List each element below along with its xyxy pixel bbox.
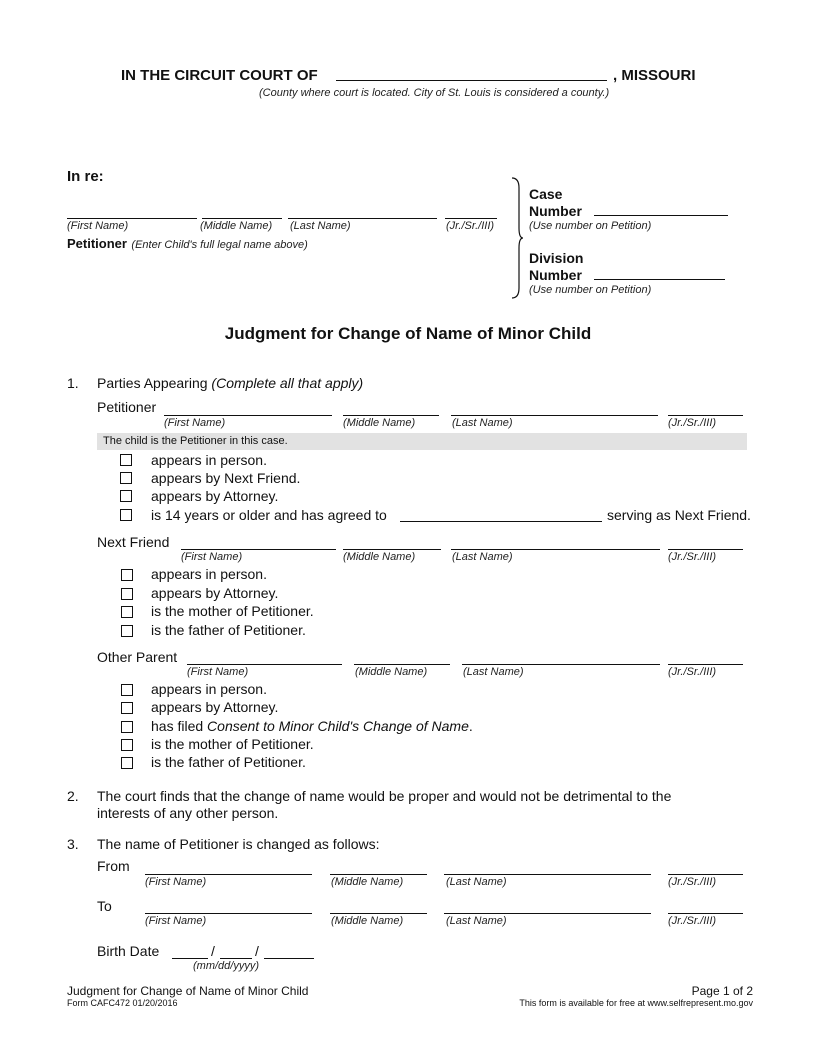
next-friend-in-person-checkbox[interactable]	[121, 569, 133, 581]
other-parent-first-name-input[interactable]	[187, 650, 342, 665]
petitioner-in-person-checkbox[interactable]	[120, 454, 132, 466]
next-friend-first-hint: (First Name)	[181, 551, 243, 563]
petitioner-agreed-label: is 14 years or older and has agreed to	[151, 507, 387, 523]
to-suffix-hint: (Jr./Sr./III)	[668, 915, 717, 927]
next-friend-attorney-checkbox[interactable]	[121, 588, 133, 600]
from-last-hint: (Last Name)	[446, 876, 507, 888]
petitioner-last-hint: (Last Name)	[452, 417, 513, 429]
caption-middle-name-hint: (Middle Name)	[200, 220, 273, 232]
next-friend-father-checkbox[interactable]	[121, 625, 133, 637]
case-number-note: (Use number on Petition)	[529, 220, 652, 232]
other-parent-consent-pre: has filed	[151, 718, 204, 734]
division-number-note: (Use number on Petition)	[529, 284, 652, 296]
birth-format-hint: (mm/dd/yyyy)	[193, 960, 259, 972]
from-middle-name-input[interactable]	[330, 860, 427, 875]
to-last-name-input[interactable]	[444, 899, 651, 914]
next-friend-label: Next Friend	[97, 534, 170, 550]
petitioner-in-person-label: appears in person.	[151, 452, 267, 468]
section2-line2: interests of any other person.	[97, 805, 279, 821]
petitioner-note: The child is the Petitioner in this case.	[103, 435, 288, 447]
section2-number: 2.	[67, 788, 79, 804]
next-friend-suffix-input[interactable]	[668, 535, 743, 550]
case-label-2: Number	[529, 203, 582, 219]
from-middle-hint: (Middle Name)	[331, 876, 404, 888]
other-parent-consent-checkbox[interactable]	[121, 721, 133, 733]
caption-brace	[508, 176, 524, 302]
petitioner-caption-label: Petitioner	[67, 236, 127, 251]
other-parent-mother-checkbox[interactable]	[121, 739, 133, 751]
petitioner-caption	[67, 235, 308, 253]
next-friend-name-input[interactable]	[400, 507, 602, 522]
next-friend-in-person-label: appears in person.	[151, 566, 267, 582]
court-prefix: IN THE CIRCUIT COURT OF	[121, 67, 318, 84]
next-friend-father-label: is the father of Petitioner.	[151, 622, 306, 638]
footer-form-id: Form CAFC472 01/20/2016	[67, 998, 178, 1008]
division-number-input[interactable]	[594, 265, 725, 280]
division-label-1: Division	[529, 250, 584, 266]
to-middle-name-input[interactable]	[330, 899, 427, 914]
to-first-hint: (First Name)	[145, 915, 207, 927]
section2-line1: The court finds that the change of name would be proper and would not be detrimental to the	[97, 788, 672, 804]
from-suffix-hint: (Jr./Sr./III)	[668, 876, 717, 888]
from-suffix-input[interactable]	[668, 860, 743, 875]
case-number-input[interactable]	[594, 201, 728, 216]
section1-heading: Parties Appearing	[97, 375, 208, 391]
petitioner-suffix-hint: (Jr./Sr./III)	[668, 417, 717, 429]
caption-suffix-input[interactable]	[445, 204, 497, 219]
from-first-name-input[interactable]	[145, 860, 312, 875]
petitioner-agreed-checkbox[interactable]	[120, 509, 132, 521]
caption-first-name-input[interactable]	[67, 204, 197, 219]
petitioner-middle-hint: (Middle Name)	[343, 417, 416, 429]
petitioner-attorney-label: appears by Attorney.	[151, 488, 279, 504]
county-note: (County where court is located. City of St. Louis is considered a county.)	[259, 87, 610, 99]
petitioner-first-hint: (First Name)	[164, 417, 226, 429]
other-parent-last-name-input[interactable]	[462, 650, 660, 665]
to-last-hint: (Last Name)	[446, 915, 507, 927]
other-parent-middle-name-input[interactable]	[354, 650, 450, 665]
footer-form-title: Judgment for Change of Name of Minor Child	[67, 984, 309, 998]
other-parent-in-person-label: appears in person.	[151, 681, 267, 697]
next-friend-mother-label: is the mother of Petitioner.	[151, 603, 314, 619]
section1-heading-wrap	[97, 375, 363, 391]
birth-slash-2: /	[255, 943, 259, 959]
birth-day-input[interactable]	[220, 944, 252, 959]
other-parent-consent-form-name: Consent to Minor Child's Change of Name	[207, 718, 469, 734]
case-label-1: Case	[529, 186, 563, 202]
other-parent-suffix-hint: (Jr./Sr./III)	[668, 666, 717, 678]
in-re-label: In re:	[67, 168, 104, 185]
birth-month-input[interactable]	[172, 944, 208, 959]
from-label: From	[97, 858, 130, 874]
next-friend-attorney-label: appears by Attorney.	[151, 585, 279, 601]
other-parent-father-checkbox[interactable]	[121, 757, 133, 769]
next-friend-first-name-input[interactable]	[181, 535, 336, 550]
petitioner-next-friend-checkbox[interactable]	[120, 472, 132, 484]
from-last-name-input[interactable]	[444, 860, 651, 875]
footer-availability: This form is available for free at www.selfrepresent.mo.gov	[519, 998, 753, 1008]
other-parent-last-hint: (Last Name)	[463, 666, 524, 678]
other-parent-suffix-input[interactable]	[668, 650, 743, 665]
next-friend-mother-checkbox[interactable]	[121, 606, 133, 618]
other-parent-attorney-label: appears by Attorney.	[151, 699, 279, 715]
petitioner-suffix-input[interactable]	[668, 401, 743, 416]
other-parent-consent-post: .	[468, 718, 473, 734]
caption-last-name-hint: (Last Name)	[290, 220, 351, 232]
to-middle-hint: (Middle Name)	[331, 915, 404, 927]
section3-heading: The name of Petitioner is changed as follows:	[97, 836, 380, 852]
petitioner-attorney-checkbox[interactable]	[120, 490, 132, 502]
other-parent-middle-hint: (Middle Name)	[355, 666, 428, 678]
caption-first-name-hint: (First Name)	[67, 220, 129, 232]
division-label-2: Number	[529, 267, 582, 283]
next-friend-last-name-input[interactable]	[451, 535, 660, 550]
to-suffix-input[interactable]	[668, 899, 743, 914]
birth-slash-1: /	[211, 943, 215, 959]
other-parent-attorney-checkbox[interactable]	[121, 702, 133, 714]
next-friend-last-hint: (Last Name)	[452, 551, 513, 563]
section1-number: 1.	[67, 375, 79, 391]
to-first-name-input[interactable]	[145, 899, 312, 914]
section1-heading-note: (Complete all that apply)	[211, 375, 364, 391]
other-parent-mother-label: is the mother of Petitioner.	[151, 736, 314, 752]
petitioner-next-friend-label: appears by Next Friend.	[151, 470, 301, 486]
next-friend-suffix-hint: (Jr./Sr./III)	[668, 551, 717, 563]
county-input[interactable]	[336, 66, 607, 81]
other-parent-label: Other Parent	[97, 649, 178, 665]
court-suffix: , MISSOURI	[613, 67, 696, 84]
birth-date-label: Birth Date	[97, 943, 160, 959]
birth-year-input[interactable]	[264, 944, 314, 959]
next-friend-middle-hint: (Middle Name)	[343, 551, 416, 563]
petitioner-label: Petitioner	[97, 399, 157, 415]
section3-number: 3.	[67, 836, 79, 852]
caption-last-name-input[interactable]	[288, 204, 437, 219]
from-first-hint: (First Name)	[145, 876, 207, 888]
caption-suffix-hint: (Jr./Sr./III)	[446, 220, 495, 232]
other-parent-in-person-checkbox[interactable]	[121, 684, 133, 696]
petitioner-caption-note: (Enter Child's full legal name above)	[131, 239, 308, 251]
petitioner-middle-name-input[interactable]	[343, 401, 439, 416]
next-friend-middle-name-input[interactable]	[343, 535, 441, 550]
footer-page-number: Page 1 of 2	[691, 984, 753, 998]
other-parent-first-hint: (First Name)	[187, 666, 249, 678]
page-title: Judgment for Change of Name of Minor Child	[224, 324, 592, 343]
petitioner-last-name-input[interactable]	[451, 401, 658, 416]
other-parent-father-label: is the father of Petitioner.	[151, 754, 306, 770]
to-label: To	[97, 898, 112, 914]
petitioner-first-name-input[interactable]	[164, 401, 332, 416]
caption-middle-name-input[interactable]	[202, 204, 282, 219]
other-parent-consent-wrap	[151, 718, 473, 734]
petitioner-agreed-suffix: serving as Next Friend.	[607, 507, 751, 523]
